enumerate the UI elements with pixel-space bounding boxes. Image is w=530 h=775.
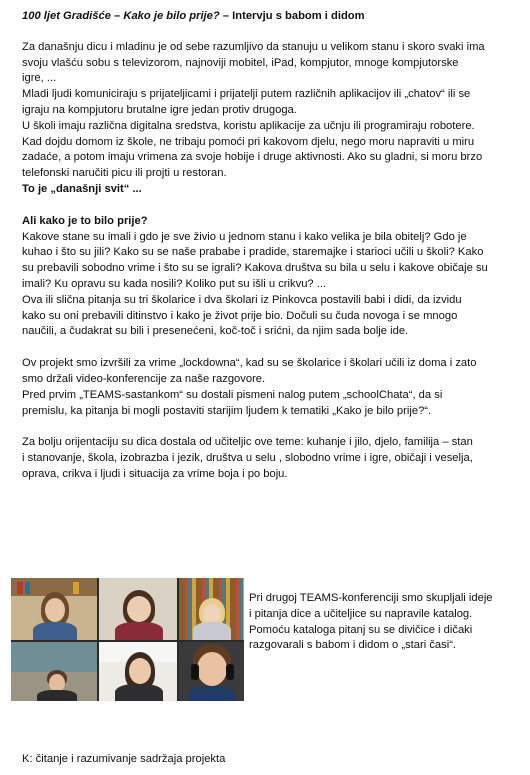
text-line: Mladi ljudi komuniciraju s prijateljicami i prijatelji putem različnih aplikacijov ili „chatov“ ili se	[22, 88, 471, 101]
text-line: su prebavili sobodno vrime i što su se igrali? Kakova društva su bila u selu i kakove običaje su	[22, 262, 488, 275]
document-body	[22, 9, 512, 483]
text-line: naučili, a čudakrat su bili i presenećeni, koč-toč i srićni, da njim sada bolje ide.	[22, 325, 409, 338]
caption-line: Pomoću kataloga pitanj su se divičice i dičaki	[249, 623, 473, 636]
section-heading: Ali kako je to bilo prije?	[22, 214, 148, 227]
paragraph-topics	[22, 435, 512, 482]
paragraph-today	[22, 40, 512, 198]
participant-tile	[11, 642, 97, 701]
text-line: telefonski naručiti picu ili projti u restoran.	[22, 167, 227, 180]
paragraph-before	[22, 214, 512, 340]
caption-line: razgovarali s babom i didom o „stari časi“.	[249, 639, 457, 652]
participant-tile	[179, 642, 244, 701]
footer-note: K: čitanje i razumivanje sadržaja projekta	[22, 753, 226, 765]
title-italic: 100 ljet Gradišće – Kako je bilo prije?	[22, 10, 220, 22]
caption-line: Pri drugoj TEAMS-konferenciji smo skupljali ideje	[249, 592, 493, 604]
text-line: kako su oni prebavili ditinstvo i kako je život prije bio. Dočuli su čuda novoga i se mnogo	[22, 309, 458, 322]
text-line: Kad dojdu domom iz škole, ne tribaju pomoći pri kakovom djelu, nego moru napraviti u miru	[22, 135, 475, 148]
text-line: imali? Ku opravu su kada nosili? Koliko put su išli u crikvu? ...	[22, 277, 327, 290]
document-title	[22, 9, 512, 25]
video-conference-photo	[11, 578, 244, 701]
text-line: Za današnju dicu i mladinu je od sebe razumljivo da stanuju u velikom stanu i skoro svaki ima	[22, 40, 485, 53]
text-line: Ova ili slična pitanja su tri školarice i dva školari iz Pinkovca postavili babi i didi, da izvidu	[22, 293, 462, 306]
text-line: svoju vlašću sobu s televizorom, najnoviji mobitel, iPad, kompjutor, mnoge kompjutorske	[22, 56, 459, 69]
text-line: kuhao i što su jili? Kako su se naše prababe i pradide, staremajke i starioci učili u školi? Kako	[22, 246, 484, 259]
text-line: smo držali video-konferencije za naše razgovore.	[22, 372, 266, 385]
photo-caption	[249, 591, 519, 654]
text-line: igre, ...	[22, 72, 57, 85]
participant-tile	[179, 578, 244, 640]
text-line: oprava, crikva i ljudi i situacija za vrime boja i po boju.	[22, 467, 288, 480]
text-line: Pred prvim „TEAMS-sastankom“ su dostali pismeni nalog putem „schoolChata“, da si	[22, 388, 443, 401]
text-line: zadaće, a potom imaju vrimena za svoje hobije i druge aktivnosti. Ako su gladni, si moru brzo	[22, 151, 483, 164]
participant-tile	[11, 578, 97, 640]
text-line: igraju na kompjutoru brutalne igre jedan protiv drugoga.	[22, 103, 297, 116]
text-line: Za bolju orijentaciju su dica dostala od učiteljic ove teme: kuhanje i jilo, djelo, familija – stan	[22, 436, 473, 449]
paragraph-project	[22, 356, 512, 419]
text-line: Kakove stane su imali i gdo je sve živio u jednom stanu i kako velika je bila obitelj? Gdo je	[22, 230, 467, 243]
text-line: Ov projekt smo izvršili za vrime „lockdowna“, kad su se školarice i školari učili iz doma i zato	[22, 357, 477, 370]
participant-tile	[99, 578, 177, 640]
caption-line: i pitanja dice a učiteljice su napravile katalog.	[249, 607, 473, 620]
text-line: i stanovanje, škola, izobrazba i jezik, društva u selu , slobodno vrime i igre, običaji i veselja,	[22, 452, 473, 465]
title-rest: – Intervju s babom i didom	[219, 10, 365, 22]
today-line: To je „današnji svit“ ...	[22, 182, 142, 195]
text-line: U školi imaju različna digitalna sredstva, koristu aplikacije za učnju ili programiraju robotere.	[22, 119, 475, 132]
text-line: premislu, ka pitanja bi mogli postaviti starijim ljudem k tematiki „Kako je bilo prije?“.	[22, 404, 432, 417]
participant-tile	[99, 642, 177, 701]
